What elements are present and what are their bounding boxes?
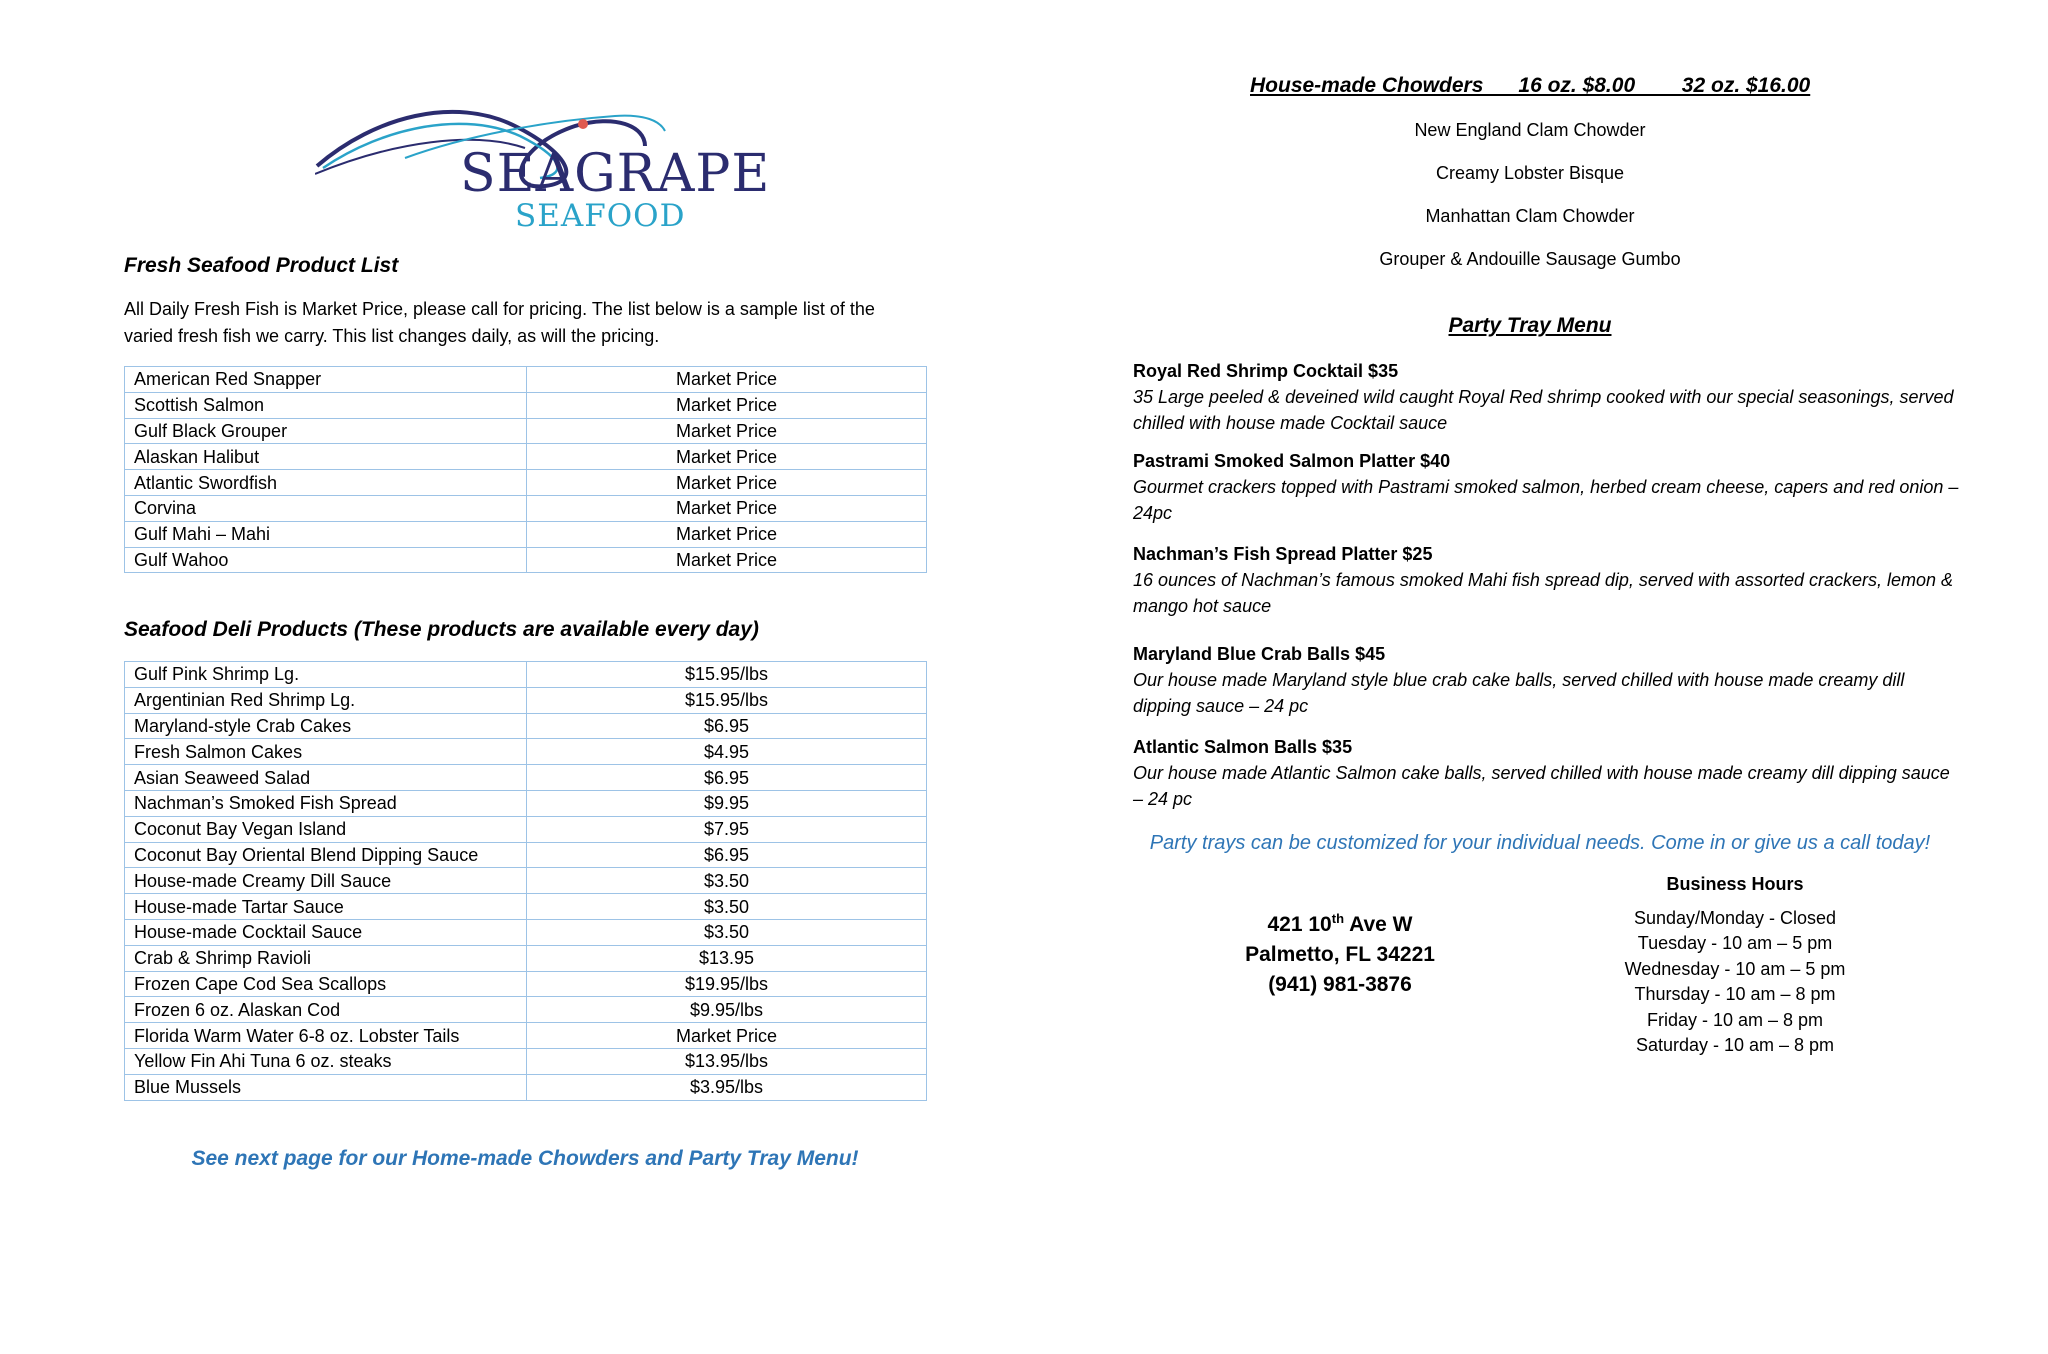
tray-title: Atlantic Salmon Balls $35 [1133, 737, 1353, 757]
chowder-heading: House-made Chowders 16 oz. $8.00 32 oz. $16.00 [1250, 74, 1811, 97]
see-next-note: See next page for our Home-made Chowders and Party Tray Menu! [191, 1147, 859, 1170]
product-name: House-made Cocktail Sauce [125, 919, 527, 945]
product-price: Market Price [527, 418, 927, 444]
address-block [1200, 904, 1480, 1000]
street-line [1200, 904, 1480, 940]
product-price: $9.95 [527, 790, 927, 816]
product-price: Market Price [527, 521, 927, 547]
product-name: Coconut Bay Vegan Island [125, 816, 527, 842]
table-row [125, 997, 927, 1023]
product-name: Fresh Salmon Cakes [125, 739, 527, 765]
logo-name: SEAGRAPE [460, 144, 771, 204]
city-line: Palmetto, FL 34221 [1245, 943, 1435, 966]
table-row [125, 1048, 927, 1074]
product-price: $6.95 [527, 765, 927, 791]
product-name: House-made Creamy Dill Sauce [125, 868, 527, 894]
product-name: Scottish Salmon [125, 392, 527, 418]
product-name: Gulf Pink Shrimp Lg. [125, 662, 527, 688]
product-name: American Red Snapper [125, 367, 527, 393]
product-name: Maryland-style Crab Cakes [125, 713, 527, 739]
tray-title: Pastrami Smoked Salmon Platter $40 [1133, 451, 1451, 471]
tray-desc: Our house made Maryland style blue crab cake balls, served chilled with house made creamy dill dipping sauce – 24 pc [1133, 670, 1905, 716]
tray-desc: 35 Large peeled & deveined wild caught Royal Red shrimp cooked with our special seasonings, served chilled with house made Cocktail sauce [1133, 387, 1954, 433]
hours-line: Friday - 10 am – 8 pm [1646, 1009, 1824, 1030]
product-price: Market Price [527, 495, 927, 521]
hours-line: Thursday - 10 am – 8 pm [1634, 984, 1836, 1005]
product-name: Frozen 6 oz. Alaskan Cod [125, 997, 527, 1023]
customize-note: Party trays can be customized for your individual needs. Come in or give us a call today! [1149, 832, 1931, 854]
product-name: Florida Warm Water 6-8 oz. Lobster Tails [125, 1023, 527, 1049]
product-price: $9.95/lbs [527, 997, 927, 1023]
product-name: Blue Mussels [125, 1074, 527, 1100]
table-row [125, 662, 927, 688]
table-row [125, 739, 927, 765]
product-price: $15.95/lbs [527, 687, 927, 713]
table-row [125, 367, 927, 393]
tray-title: Nachman’s Fish Spread Platter $25 [1133, 544, 1433, 564]
table-row [125, 868, 927, 894]
table-row [125, 1023, 927, 1049]
tray-item [1133, 541, 1963, 619]
product-name: Atlantic Swordfish [125, 470, 527, 496]
table-row [125, 816, 927, 842]
product-name: Crab & Shrimp Ravioli [125, 945, 527, 971]
hours-line: Wednesday - 10 am – 5 pm [1624, 958, 1846, 979]
table-row [125, 945, 927, 971]
product-name: Asian Seaweed Salad [125, 765, 527, 791]
seagrape-logo [315, 86, 771, 236]
product-name: Gulf Wahoo [125, 547, 527, 573]
fresh-table [124, 366, 927, 573]
product-price: $3.50 [527, 919, 927, 945]
product-name: House-made Tartar Sauce [125, 894, 527, 920]
fresh-intro: All Daily Fresh Fish is Market Price, please call for pricing. The list below is a sample list of the varied fresh fish we carry. This list changes daily, as will the pricing. [124, 299, 875, 346]
product-price: Market Price [527, 392, 927, 418]
tray-desc: 16 ounces of Nachman’s famous smoked Mahi fish spread dip, served with assorted crackers, lemon & mango hot sauce [1133, 570, 1954, 616]
tray-item [1133, 641, 1963, 719]
table-row [125, 444, 927, 470]
product-name: Gulf Black Grouper [125, 418, 527, 444]
table-row [125, 547, 927, 573]
table-row [125, 971, 927, 997]
tray-item [1133, 358, 1963, 436]
tray-desc: Gourmet crackers topped with Pastrami smoked salmon, herbed cream cheese, capers and red onion – 24pc [1133, 477, 1959, 523]
tray-desc: Our house made Atlantic Salmon cake balls, served chilled with house made creamy dill dipping sauce – 24 pc [1133, 763, 1950, 809]
table-row [125, 1074, 927, 1100]
product-price: Market Price [527, 1023, 927, 1049]
tray-title: Maryland Blue Crab Balls $45 [1133, 644, 1386, 664]
product-name: Alaskan Halibut [125, 444, 527, 470]
street-name: Ave W [1344, 913, 1413, 936]
hours-line: Tuesday - 10 am – 5 pm [1637, 933, 1833, 954]
product-name: Nachman’s Smoked Fish Spread [125, 790, 527, 816]
table-row [125, 687, 927, 713]
street-suffix: th [1331, 911, 1345, 926]
table-row [125, 392, 927, 418]
chowder-item: Creamy Lobster Bisque [1435, 163, 1625, 183]
hours-line: Sunday/Monday - Closed [1633, 908, 1837, 928]
product-name: Frozen Cape Cod Sea Scallops [125, 971, 527, 997]
hours-line: Saturday - 10 am – 8 pm [1635, 1035, 1835, 1056]
table-row [125, 919, 927, 945]
table-row [125, 790, 927, 816]
table-row [125, 495, 927, 521]
table-row [125, 894, 927, 920]
party-heading: Party Tray Menu [1448, 314, 1612, 337]
product-name: Corvina [125, 495, 527, 521]
table-row [125, 765, 927, 791]
hours-list [1580, 906, 1890, 1058]
product-price: $19.95/lbs [527, 971, 927, 997]
table-row [125, 842, 927, 868]
product-price: $7.95 [527, 816, 927, 842]
product-price: $6.95 [527, 713, 927, 739]
chowder-item: Grouper & Andouille Sausage Gumbo [1379, 249, 1681, 269]
product-price: Market Price [527, 547, 927, 573]
product-name: Argentinian Red Shrimp Lg. [125, 687, 527, 713]
product-price: $3.95/lbs [527, 1074, 927, 1100]
product-name: Gulf Mahi – Mahi [125, 521, 527, 547]
product-price: Market Price [527, 470, 927, 496]
logo-subtitle: SEAFOOD [515, 198, 686, 234]
table-row [125, 470, 927, 496]
deli-heading: Seafood Deli Products (These products are available every day) [124, 618, 759, 641]
product-name: Yellow Fin Ahi Tuna 6 oz. steaks [125, 1048, 527, 1074]
product-price: $3.50 [527, 894, 927, 920]
phone-line: (941) 981-3876 [1268, 973, 1412, 996]
tray-item [1133, 734, 1963, 812]
product-price: $13.95/lbs [527, 1048, 927, 1074]
product-price: $15.95/lbs [527, 662, 927, 688]
table-row [125, 521, 927, 547]
product-price: Market Price [527, 444, 927, 470]
street-number: 421 10 [1267, 913, 1332, 936]
hours-heading: Business Hours [1666, 874, 1804, 894]
deli-table [124, 661, 927, 1101]
tray-title: Royal Red Shrimp Cocktail $35 [1133, 361, 1399, 381]
product-name: Coconut Bay Oriental Blend Dipping Sauce [125, 842, 527, 868]
product-price: $13.95 [527, 945, 927, 971]
table-row [125, 713, 927, 739]
product-price: $6.95 [527, 842, 927, 868]
fresh-heading: Fresh Seafood Product List [124, 254, 399, 277]
product-price: $3.50 [527, 868, 927, 894]
tray-item [1133, 448, 1963, 526]
table-row [125, 418, 927, 444]
chowder-item: New England Clam Chowder [1414, 120, 1646, 140]
product-price: $4.95 [527, 739, 927, 765]
product-price: Market Price [527, 367, 927, 393]
chowder-item: Manhattan Clam Chowder [1425, 206, 1635, 226]
